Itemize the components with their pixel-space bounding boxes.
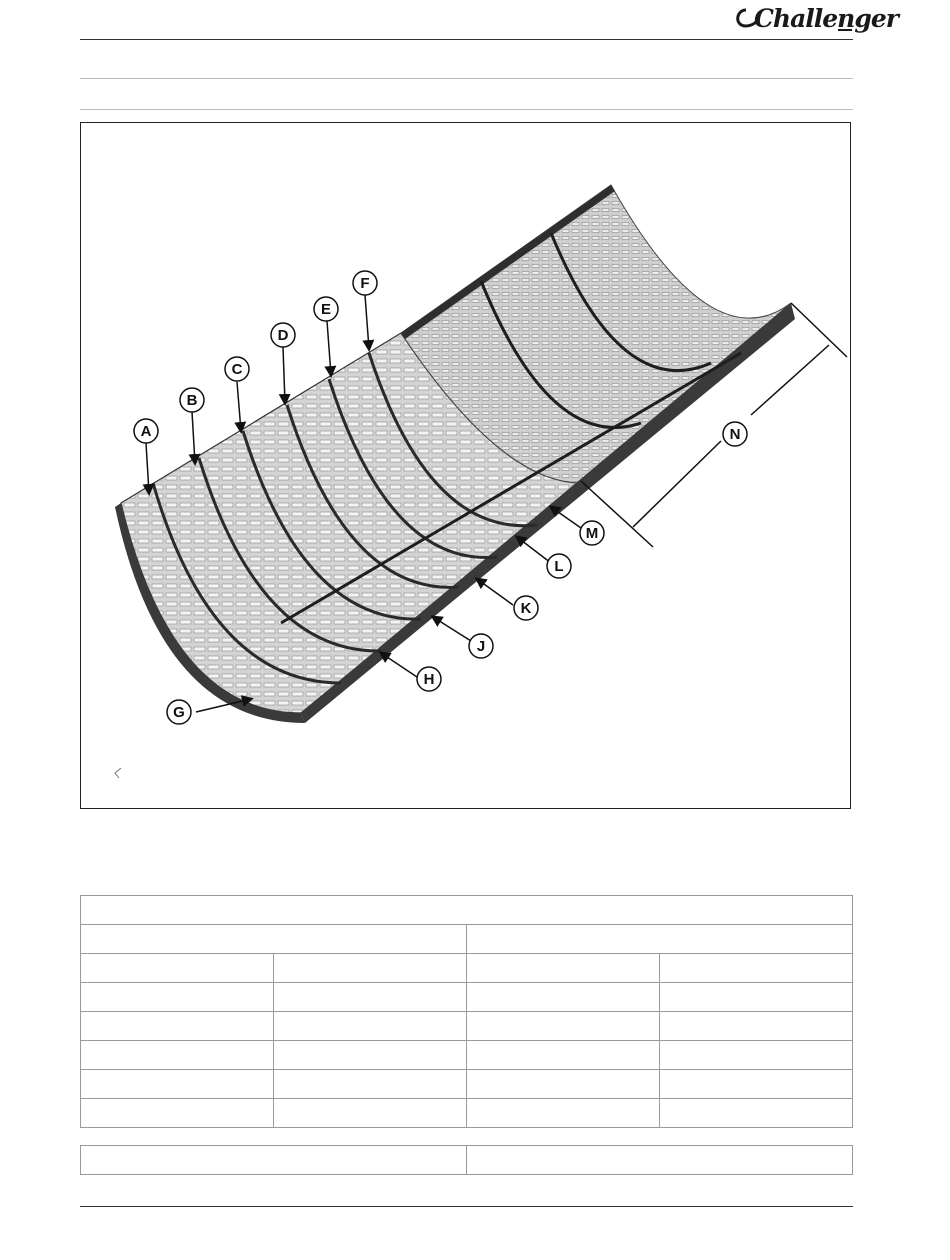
table-cell (467, 1070, 660, 1099)
callout-m: M (585, 525, 599, 542)
table-cell (81, 1012, 274, 1041)
table-cell (274, 1041, 467, 1070)
header-rule (80, 39, 853, 40)
table-row (81, 983, 853, 1012)
table-title-cell (81, 896, 853, 925)
section-rule-top (80, 78, 853, 79)
table-group-cell (81, 925, 467, 954)
table-cell (467, 1012, 660, 1041)
callout-k: K (520, 600, 532, 617)
table-cell (660, 983, 853, 1012)
table-cell (274, 1012, 467, 1041)
table-title-row (81, 896, 853, 925)
callout-n: N (729, 426, 741, 443)
callout-b: B (186, 392, 198, 409)
table-cell (660, 954, 853, 983)
concave-figure (80, 122, 851, 809)
brand-logo (732, 0, 898, 40)
callout-a: A (140, 423, 152, 440)
table-row (81, 1099, 853, 1128)
table-group-row (81, 925, 853, 954)
table-cell (660, 1099, 853, 1128)
table-cell (660, 1012, 853, 1041)
table-row (81, 954, 853, 983)
section-rule-bottom (80, 109, 853, 110)
callout-l: L (554, 558, 564, 575)
brand-logo-text: Challenger (754, 4, 898, 33)
callout-g: G (173, 704, 185, 721)
table-footer-cell (81, 1146, 467, 1175)
callout-h: H (423, 671, 435, 688)
callout-d: D (277, 327, 289, 344)
table-row (81, 1041, 853, 1070)
table-cell (660, 1041, 853, 1070)
table-cell (274, 1099, 467, 1128)
table-cell (467, 1041, 660, 1070)
figure-mark (115, 768, 121, 778)
table-cell (274, 983, 467, 1012)
table-cell (81, 1041, 274, 1070)
table-group-cell (467, 925, 853, 954)
spec-table (80, 895, 853, 1128)
table-footer-cell (467, 1146, 853, 1175)
table-footer-row (81, 1146, 853, 1175)
table-cell (467, 1099, 660, 1128)
table-cell (274, 954, 467, 983)
table-cell (81, 983, 274, 1012)
table-row (81, 1070, 853, 1099)
table-cell (81, 1070, 274, 1099)
callout-e: E (320, 301, 332, 318)
table-cell (467, 954, 660, 983)
table-row (81, 1012, 853, 1041)
footer-rule (80, 1206, 853, 1207)
concave-illustration (81, 123, 851, 809)
table-cell (467, 983, 660, 1012)
callout-j: J (476, 638, 486, 655)
table-cell (274, 1070, 467, 1099)
callout-c: C (231, 361, 243, 378)
table-cell (81, 1099, 274, 1128)
table-cell (660, 1070, 853, 1099)
callout-f: F (360, 275, 370, 292)
table-cell (81, 954, 274, 983)
spec-footer-table (80, 1145, 853, 1175)
